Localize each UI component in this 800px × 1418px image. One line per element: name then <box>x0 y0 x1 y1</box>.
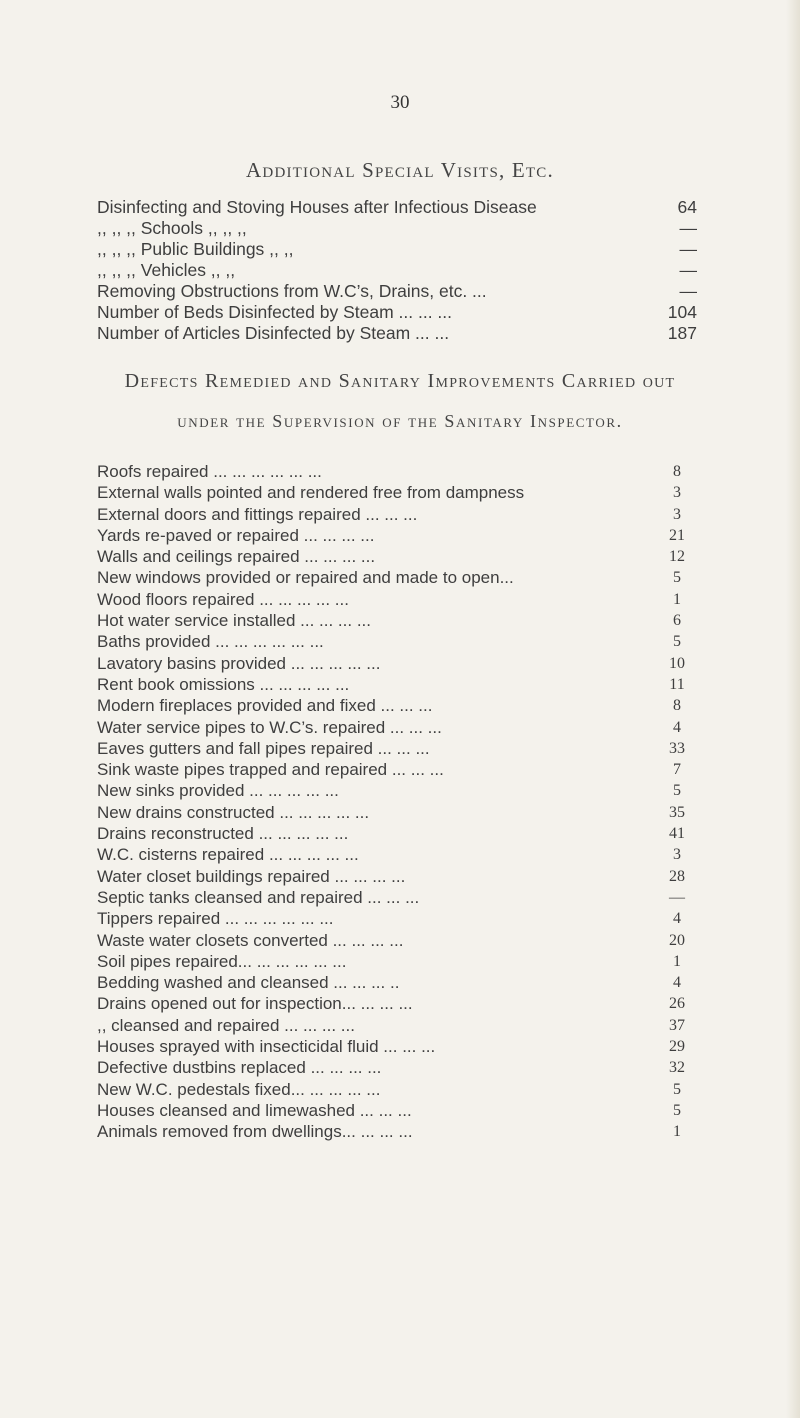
page-edge-shadow <box>786 0 800 1418</box>
row-label: Water closet buildings repaired ... ... ... ... <box>97 866 406 886</box>
row-value: 26 <box>669 995 685 1013</box>
row-label: Water service pipes to W.C’s. repaired ... ... ... <box>97 717 442 737</box>
list-row <box>97 759 697 780</box>
row-value: 28 <box>669 867 685 885</box>
row-label: Animals removed from dwellings... ... ... ... <box>97 1122 413 1142</box>
list-row <box>97 504 697 525</box>
row-value: 4 <box>673 718 681 736</box>
row-label: Hot water service installed ... ... ... ... <box>97 611 371 631</box>
row-label: Drains reconstructed ... ... ... ... ... <box>97 824 349 844</box>
list-row <box>97 695 697 716</box>
row-label: New drains constructed ... ... ... ... ... <box>97 802 370 822</box>
list-row <box>97 281 697 302</box>
row-label: New sinks provided ... ... ... ... ... <box>97 781 339 801</box>
row-label: ,, ,, ,, Schools ,, ,, ,, <box>97 218 247 238</box>
list-row <box>97 951 697 972</box>
row-value: 3 <box>673 846 681 864</box>
row-label: Lavatory basins provided ... ... ... ... ... <box>97 653 381 673</box>
heading-line-2: under the Supervision of the Sanitary Inspector. <box>177 411 623 431</box>
list-row <box>97 823 697 844</box>
row-value: 20 <box>669 931 685 949</box>
row-label: ,, ,, ,, Vehicles ,, ,, <box>97 260 236 280</box>
row-label: Sink waste pipes trapped and repaired ... ... ... <box>97 760 444 780</box>
list-row <box>97 525 697 546</box>
list-row <box>97 1036 697 1057</box>
row-value: 11 <box>669 675 685 693</box>
list-row <box>97 567 697 588</box>
section-heading-additional-visits: Additional Special Visits, Etc. <box>246 158 554 182</box>
row-label: Defective dustbins replaced ... ... ... ... <box>97 1058 382 1078</box>
row-value: 8 <box>673 697 681 715</box>
row-value: 1 <box>673 1123 681 1141</box>
row-label: Roofs repaired ... ... ... ... ... ... <box>97 462 322 481</box>
row-label: Number of Beds Disinfected by Steam ... ... ... <box>97 302 453 322</box>
row-value: 7 <box>673 761 681 779</box>
row-value: 37 <box>669 1016 685 1034</box>
list-row <box>97 1057 697 1078</box>
list-row <box>97 866 697 887</box>
row-label: Number of Articles Disinfected by Steam ... ... <box>97 323 450 343</box>
heading-line-1: Defects Remedied and Sanitary Improvements Carried out <box>124 370 676 392</box>
list-row <box>97 197 697 218</box>
row-label: ,, cleansed and repaired ... ... ... ... <box>97 1015 355 1035</box>
row-value: 5 <box>673 1080 681 1098</box>
row-value: — <box>679 281 697 301</box>
list-row <box>97 302 697 323</box>
list-row <box>97 908 697 929</box>
list-row <box>97 218 697 239</box>
improvements-list <box>97 461 697 1143</box>
list-row <box>97 482 697 503</box>
list-row <box>97 461 697 482</box>
row-label: Soil pipes repaired... ... ... ... ... ... <box>97 951 347 971</box>
list-row <box>97 546 697 567</box>
row-label: Yards re-paved or repaired ... ... ... ... <box>97 525 375 545</box>
row-value: 5 <box>673 782 681 800</box>
row-value: 6 <box>673 612 681 630</box>
row-value: — <box>679 260 697 280</box>
row-label: Septic tanks cleansed and repaired ... ... ... <box>97 887 420 907</box>
row-label: Wood floors repaired ... ... ... ... ... <box>97 589 349 609</box>
row-value: 5 <box>673 1101 681 1119</box>
row-value: 3 <box>673 505 681 523</box>
list-row <box>97 260 697 281</box>
row-value: 4 <box>673 910 681 928</box>
row-label: Tippers repaired ... ... ... ... ... ... <box>97 909 334 929</box>
row-label: Removing Obstructions from W.C’s, Drains, etc. ... <box>97 281 487 301</box>
list-row <box>97 674 697 695</box>
row-label: Drains opened out for inspection... ... ... ... <box>97 994 413 1014</box>
list-row <box>97 844 697 865</box>
row-value: 10 <box>669 654 685 672</box>
row-label: External walls pointed and rendered free from dampness <box>97 483 525 503</box>
row-value: 32 <box>669 1059 685 1077</box>
row-label: Walls and ceilings repaired ... ... ... ... <box>97 547 376 567</box>
row-value: 187 <box>667 323 697 343</box>
list-row <box>97 239 697 260</box>
row-value: 64 <box>677 197 697 217</box>
row-label: Baths provided ... ... ... ... ... ... <box>97 632 324 652</box>
row-value: 104 <box>667 302 697 322</box>
row-value: — <box>679 239 697 259</box>
row-value: 33 <box>669 739 685 757</box>
row-value: — <box>679 218 697 238</box>
row-label: Houses sprayed with insecticidal fluid ... ... ... <box>97 1037 436 1057</box>
row-label: W.C. cisterns repaired ... ... ... ... ... <box>97 845 359 865</box>
row-value: 35 <box>669 803 685 821</box>
row-value: 3 <box>673 484 681 502</box>
row-label: Bedding washed and cleansed ... ... ... .. <box>97 973 400 993</box>
list-row <box>97 972 697 993</box>
row-label: New windows provided or repaired and made to open... <box>97 568 514 588</box>
list-row <box>97 589 697 610</box>
row-label: Disinfecting and Stoving Houses after Infectious Disease <box>97 197 537 217</box>
list-row <box>97 802 697 823</box>
list-row <box>97 1079 697 1100</box>
row-value: 41 <box>669 825 685 843</box>
row-value: 1 <box>673 952 681 970</box>
row-label: Rent book omissions ... ... ... ... ... <box>97 674 350 694</box>
row-value: 29 <box>669 1038 685 1056</box>
row-label: Modern fireplaces provided and fixed ... ... ... <box>97 696 433 716</box>
list-row <box>97 1121 697 1142</box>
list-row <box>97 780 697 801</box>
row-value: 5 <box>673 633 681 651</box>
row-value: 5 <box>673 569 681 587</box>
row-label: New W.C. pedestals fixed... ... ... ... ... <box>97 1079 381 1099</box>
row-label: ,, ,, ,, Public Buildings ,, ,, <box>97 239 294 259</box>
list-row <box>97 993 697 1014</box>
page-number: 30 <box>390 92 410 113</box>
list-row <box>97 887 697 908</box>
row-label: Waste water closets converted ... ... ... ... <box>97 930 404 950</box>
list-row <box>97 653 697 674</box>
list-row <box>97 1015 697 1036</box>
row-value: 8 <box>673 463 681 480</box>
list-row <box>97 631 697 652</box>
list-row <box>97 323 697 344</box>
row-label: External doors and fittings repaired ... ... ... <box>97 504 418 524</box>
disinfection-list <box>97 197 697 344</box>
list-row <box>97 738 697 759</box>
row-value: 1 <box>673 590 681 608</box>
row-value: 12 <box>669 548 685 566</box>
row-label: Eaves gutters and fall pipes repaired ... ... ... <box>97 738 430 758</box>
row-value: 4 <box>673 974 681 992</box>
row-label: Houses cleansed and limewashed ... ... ... <box>97 1100 412 1120</box>
row-value: 21 <box>669 526 685 544</box>
list-row <box>97 610 697 631</box>
list-row <box>97 717 697 738</box>
row-value: — <box>669 888 685 906</box>
list-row <box>97 1100 697 1121</box>
list-row <box>97 930 697 951</box>
